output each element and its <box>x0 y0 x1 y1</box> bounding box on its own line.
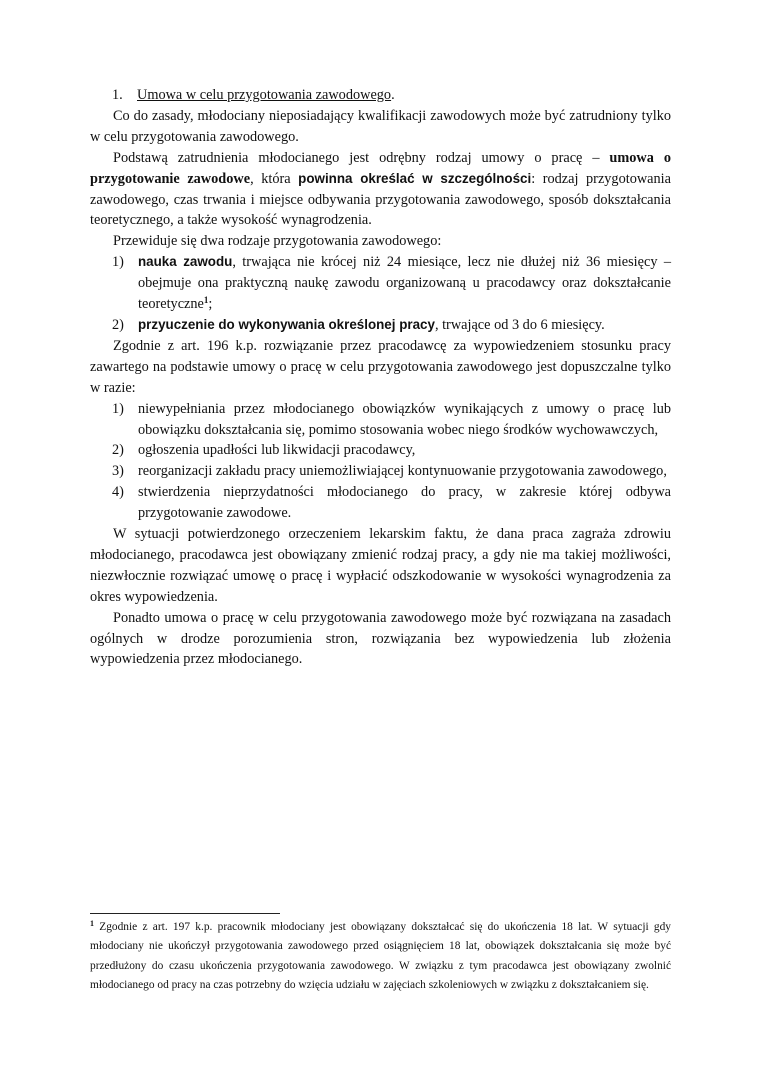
paragraph-contract-basis-mid: , która <box>250 170 299 187</box>
paragraph-termination-rule: Zgodnie z art. 196 k.p. rozwiązanie przez pracodawcę za wypowiedzeniem stosunku pracy zawartego na podstawie umowy o pracę w celu przygotowania zawodowego jest dopuszczalne tylko w razie: <box>90 337 671 396</box>
footnote-text: Zgodnie z art. 197 k.p. pracownik młodociany jest obowiązany dokształcać się do ukończenia 18 lat. W sytuacji gdy młodociany nie ukończył przygotowania zawodowego przed osiągnięciem 18 lat, obowiązek dokształcania się może być przedłużony do czasu ukończenia przygotowania zawodowego. W związku z tym pracodawca jest obowiązany zwolnić młodocianego od pracy na czas potrzebny do wzięcia udziału w zajęciach szkoleniowych w związku z dokształcaniem się. <box>90 921 671 991</box>
list-item <box>90 461 671 482</box>
section-title-period: . <box>391 87 395 103</box>
list-item <box>90 440 671 461</box>
term-job-training: przyuczenie do wykonywania określonej pracy <box>138 316 435 332</box>
list-item-number: 3) <box>112 463 124 480</box>
footnote <box>90 913 671 995</box>
paragraph-types-intro: Przewiduje się dwa rodzaje przygotowania zawodowego: <box>113 233 442 250</box>
section-heading <box>90 85 671 106</box>
paragraph-general-rule: Co do zasady, młodociany nieposiadający kwalifikacji zawodowych może być zatrudniony tylko w celu przygotowania zawodowego. <box>90 107 671 145</box>
list-item-number: 1) <box>112 254 124 271</box>
list-item-number: 1) <box>112 400 124 417</box>
list-item <box>90 315 671 336</box>
footnote-divider <box>90 913 280 914</box>
list-item <box>90 482 671 524</box>
term-must-specify: powinna określać w szczególności <box>298 170 532 186</box>
section-number: 1. <box>112 87 123 103</box>
list-item-tail: ; <box>208 296 213 313</box>
paragraph-contract-basis-lead: Podstawą zatrudnienia młodocianego jest odrębny rodzaj umowy o pracę – <box>113 149 610 166</box>
list-item <box>90 399 671 441</box>
list-item-number: 4) <box>112 484 124 501</box>
list-item-number: 2) <box>112 316 124 333</box>
list-item <box>90 252 671 315</box>
list-item-text: ogłoszenia upadłości lub likwidacji pracodawcy, <box>138 442 416 459</box>
term-vocational-learning: nauka zawodu <box>138 254 233 270</box>
section-title: Umowa w celu przygotowania zawodowego <box>137 87 392 103</box>
list-item-text: , trwające od 3 do 6 miesięcy. <box>434 316 605 333</box>
term-contract-type: umowa o przygotowanie zawodowe <box>90 149 671 187</box>
paragraph-contract-basis-tail: : rodzaj przygotowania zawodowego, czas trwania i miejsce odbywania przygotowania zawodowego, sposób dokształcania teoretycznego, a także wysokość wynagrodzenia. <box>90 170 671 229</box>
training-types-list <box>90 252 671 336</box>
termination-reasons-list <box>90 399 671 524</box>
paragraph-health-risk: W sytuacji potwierdzonego orzeczeniem lekarskim faktu, że dana praca zagraża zdrowiu młodocianego, pracodawca jest obowiązany zmienić rodzaj pracy, a gdy nie ma takiej możliwości, niezwłocznie rozwiązać umowę o pracę i wypłacić odszkodowanie w wysokości wynagrodzenia za okres wypowiedzenia. <box>90 526 671 605</box>
footnote-body <box>90 918 671 995</box>
list-item-number: 2) <box>112 442 124 459</box>
list-item-text: reorganizacji zakładu pracy uniemożliwiającej kontynuowanie przygotowania zawodowego, <box>138 463 667 480</box>
paragraph-contract-basis <box>90 148 671 232</box>
list-item-text: , trwająca nie krócej niż 24 miesiące, lecz nie dłużej niż 36 miesięcy – obejmuje ona praktyczną naukę zawodu organizowaną u pracodawcy oraz dokształcanie teoretyczne <box>138 254 671 313</box>
footnote-marker: 1 <box>90 919 94 928</box>
main-text <box>90 85 671 670</box>
list-item-text: niewypełniania przez młodocianego obowiązków wynikających z umowy o pracę lub obowiązku dokształcania się, pomimo stosowania wobec niego środków wychowawczych, <box>138 400 671 438</box>
paragraph-general-termination: Ponadto umowa o pracę w celu przygotowania zawodowego może być rozwiązana na zasadach ogólnych w drodze porozumienia stron, rozwiązania bez wypowiedzenia lub złożenia wypowiedzenia przez młodocianego. <box>90 609 671 668</box>
footnote-reference: 1 <box>203 295 209 306</box>
list-item-text: stwierdzenia nieprzydatności młodocianego do pracy, w zakresie której odbywa przygotowanie zawodowe. <box>138 484 671 522</box>
